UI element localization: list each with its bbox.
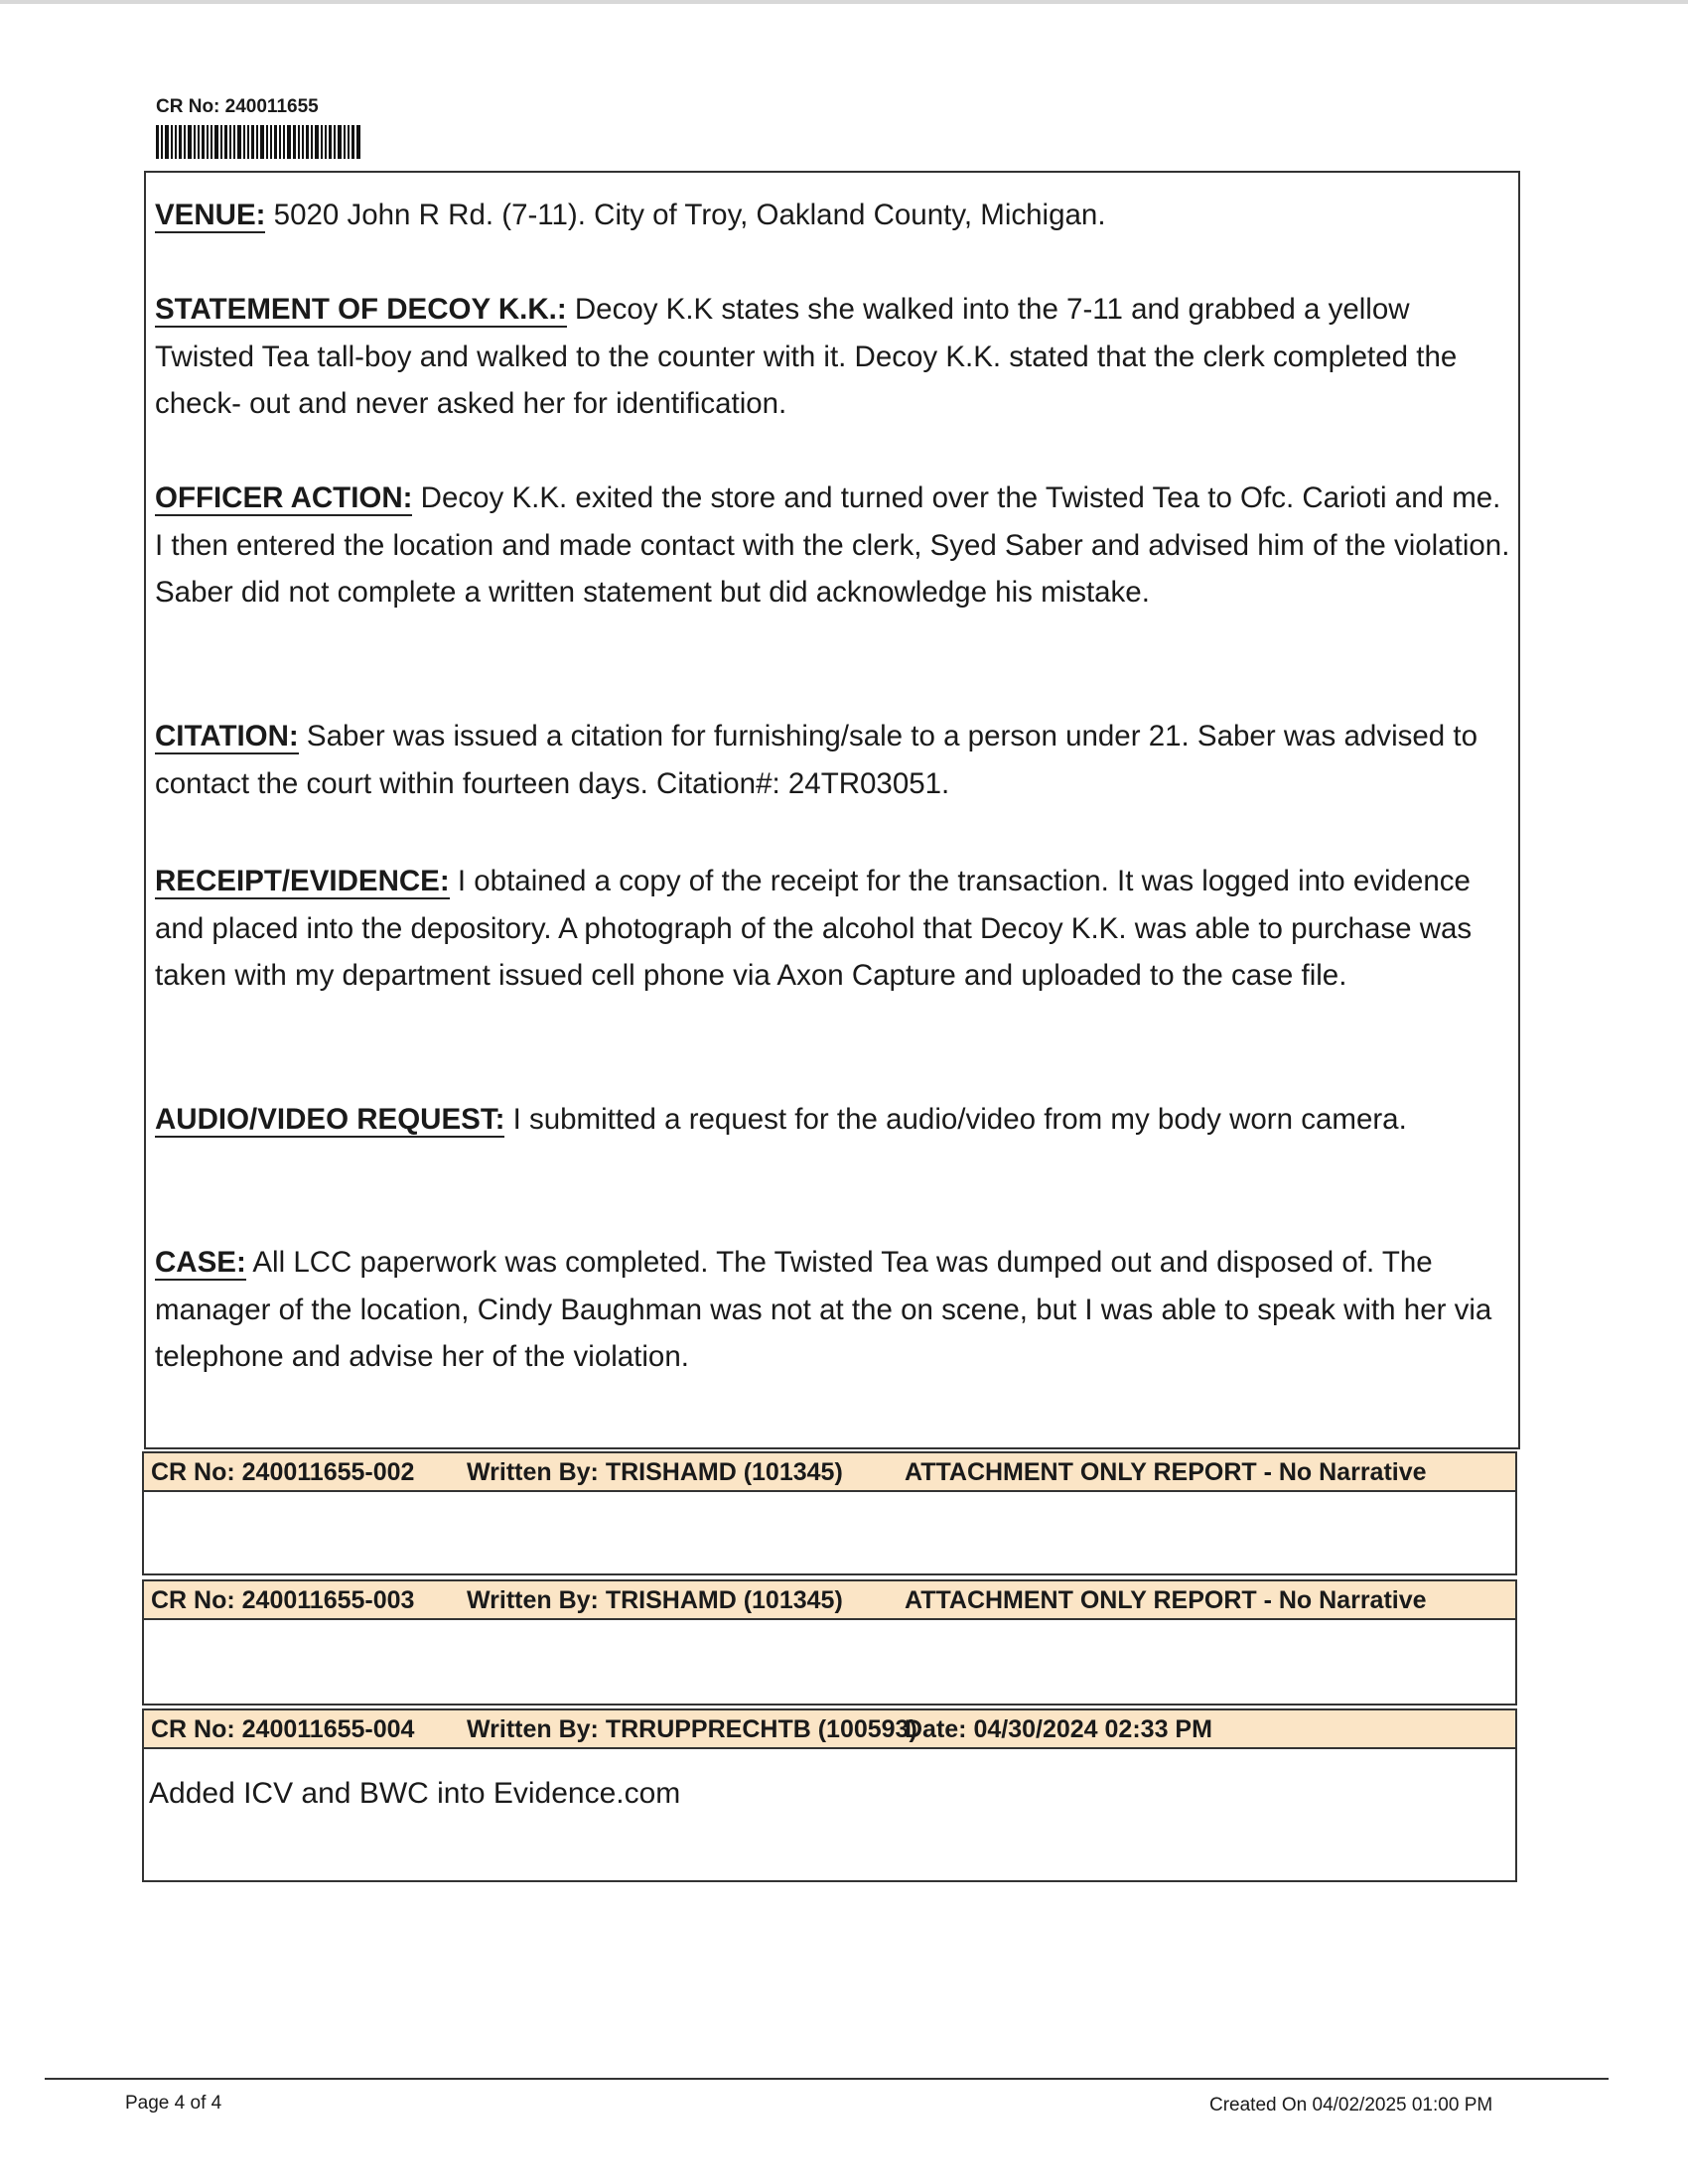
created-timestamp: Created On 04/02/2025 01:00 PM <box>1209 2095 1493 2116</box>
scan-edge <box>0 0 1688 4</box>
section-text: 5020 John R Rd. (7-11). City of Troy, Oakland County, Michigan. <box>265 199 1106 231</box>
section-text: I obtained a copy of the receipt for the transaction. It was logged into evidence and placed into the depository. A photograph of the alcohol that Decoy K.K. was able to purchase was taken with my department issued cell phone via Axon Capture and uploaded to the case file. <box>155 865 1473 992</box>
section-officer-action <box>155 475 1515 616</box>
section-text: I submitted a request for the audio/video from my body worn camera. <box>504 1103 1407 1136</box>
section-label: CITATION: <box>155 720 299 752</box>
section-venue <box>155 192 1515 239</box>
supplement-narrative: Added ICV and BWC into Evidence.com <box>149 1777 681 1810</box>
section-label: VENUE: <box>155 199 266 231</box>
supplement-header-002 <box>142 1451 1517 1492</box>
section-decoy-statement <box>155 286 1515 428</box>
supplement-info: ATTACHMENT ONLY REPORT - No Narrative <box>905 1458 1427 1486</box>
supplement-written-by: Written By: TRISHAMD (101345) <box>467 1586 843 1614</box>
section-label: RECEIPT/EVIDENCE: <box>155 865 450 897</box>
section-label: CASE: <box>155 1246 246 1279</box>
section-case <box>155 1239 1515 1381</box>
section-text: Saber was issued a citation for furnishing/sale to a person under 21. Saber was advised to contact the court within fourteen days. Citation#: 24TR03051. <box>155 720 1477 800</box>
supplement-header-003 <box>142 1579 1517 1620</box>
section-text: Decoy K.K. exited the store and turned over the Twisted Tea to Ofc. Carioti and me. I then entered the location and made contact with the clerk, Syed Saber and advised him of the violation. Saber did not complete a written statement but did acknowledge his mistake. <box>155 481 1510 609</box>
section-audio-video <box>155 1096 1515 1144</box>
footer-divider <box>45 2078 1609 2080</box>
supplement-cr-number: CR No: 240011655-003 <box>151 1586 415 1614</box>
section-text: Decoy K.K states she walked into the 7-11 and grabbed a yellow Twisted Tea tall-boy and walked to the counter with it. Decoy K.K. stated that the clerk completed the check- out and never asked her for identification. <box>155 293 1458 420</box>
supplement-written-by: Written By: TRISHAMD (101345) <box>467 1458 843 1486</box>
supplement-info: ATTACHMENT ONLY REPORT - No Narrative <box>905 1586 1427 1614</box>
supplement-header-004 <box>142 1708 1517 1749</box>
supplement-cr-number: CR No: 240011655-002 <box>151 1458 415 1486</box>
supplement-written-by: Written By: TRRUPPRECHTB (100593) <box>467 1715 917 1743</box>
supplement-body-003 <box>142 1618 1517 1706</box>
section-label: OFFICER ACTION: <box>155 481 413 514</box>
header-cr-number: CR No: 240011655 <box>156 96 319 117</box>
section-label: STATEMENT OF DECOY K.K.: <box>155 293 567 326</box>
page-number: Page 4 of 4 <box>125 2093 222 2114</box>
supplement-body-004 <box>142 1747 1517 1882</box>
section-label: AUDIO/VIDEO REQUEST: <box>155 1103 505 1136</box>
section-citation <box>155 713 1515 807</box>
supplement-body-002 <box>142 1490 1517 1575</box>
section-text: All LCC paperwork was completed. The Twisted Tea was dumped out and disposed of. The manager of the location, Cindy Baughman was not at the on scene, but I was able to speak with her via telephone and advise her of the violation. <box>155 1246 1492 1373</box>
supplement-cr-number: CR No: 240011655-004 <box>151 1715 415 1743</box>
barcode <box>156 125 424 159</box>
supplement-info: Date: 04/30/2024 02:33 PM <box>905 1715 1212 1743</box>
section-receipt-evidence <box>155 858 1515 1000</box>
